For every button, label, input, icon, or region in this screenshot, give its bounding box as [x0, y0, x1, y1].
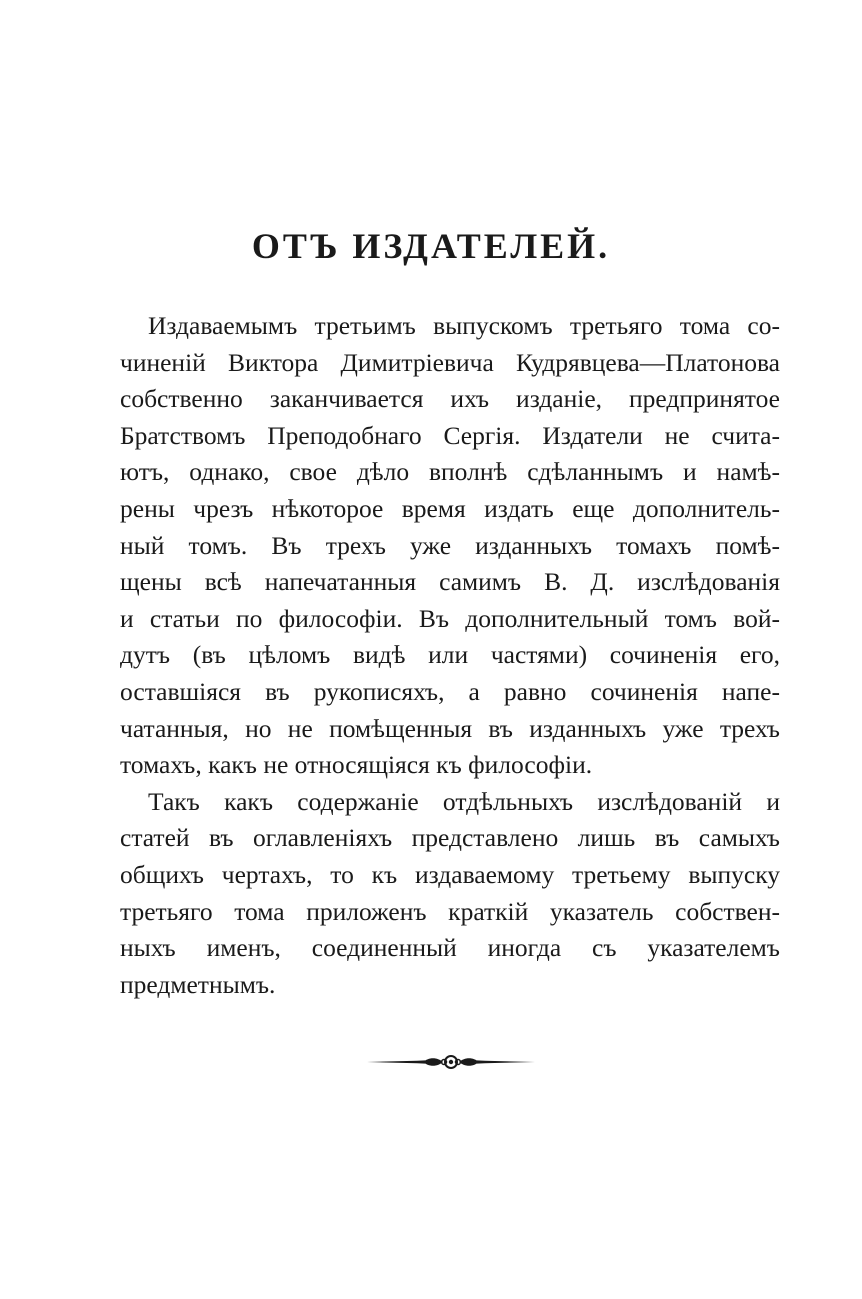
text-line: статей въ оглавленіяхъ представлено лишь въ самыхъ [120, 823, 780, 853]
text-line: рены чрезъ нѣкоторое время издать еще дополнитель- [120, 493, 780, 523]
text-line: дутъ (въ цѣломъ видѣ или частями) сочиненія его, [120, 640, 780, 670]
page-title: ОТЪ ИЗДАТЕЛЕЙ. [251, 226, 611, 266]
text-line: Издаваемымъ третьимъ выпускомъ третьяго тома со- [148, 311, 780, 340]
text-line: ныхъ именъ, соединенный иногда съ указателемъ [120, 933, 780, 963]
text-line: ютъ, однако, свое дѣло вполнѣ сдѣланнымъ и намѣ- [120, 457, 780, 487]
text-line: общихъ чертахъ, то къ издаваемому третьему выпуску [120, 859, 780, 889]
text-line: собственно заканчивается ихъ изданіе, предпринятое [120, 384, 780, 414]
text-line: предметнымъ. [120, 969, 276, 999]
text-line: томахъ, какъ не относящіяся къ философіи. [120, 750, 593, 780]
ornamental-divider-icon [365, 1050, 537, 1074]
text-line: Такъ какъ содержаніе отдѣльныхъ изслѣдованій и [148, 786, 780, 816]
paragraph-2 [120, 784, 780, 1004]
paragraph-1 [120, 308, 780, 784]
text-line: ный томъ. Въ трехъ уже изданныхъ томахъ помѣ- [120, 530, 780, 560]
text-line: чиненій Виктора Димитріевича Кудрявцева—Платонова [120, 347, 780, 377]
text-line: чатанныя, но не помѣщенныя въ изданныхъ уже трехъ [120, 713, 780, 743]
text-line: и статьи по философіи. Въ дополнительный томъ вой- [120, 603, 780, 633]
text-line: третьяго тома приложенъ краткій указатель собствен- [120, 896, 780, 926]
text-line: оставшіяся въ рукописяхъ, а равно сочиненія напе- [120, 676, 780, 706]
text-line: Братствомъ Преподобнаго Сергія. Издатели не счита- [120, 420, 780, 450]
text-line: щены всѣ напечатанныя самимъ В. Д. изслѣдованія [120, 567, 780, 597]
body-text [120, 308, 780, 1003]
